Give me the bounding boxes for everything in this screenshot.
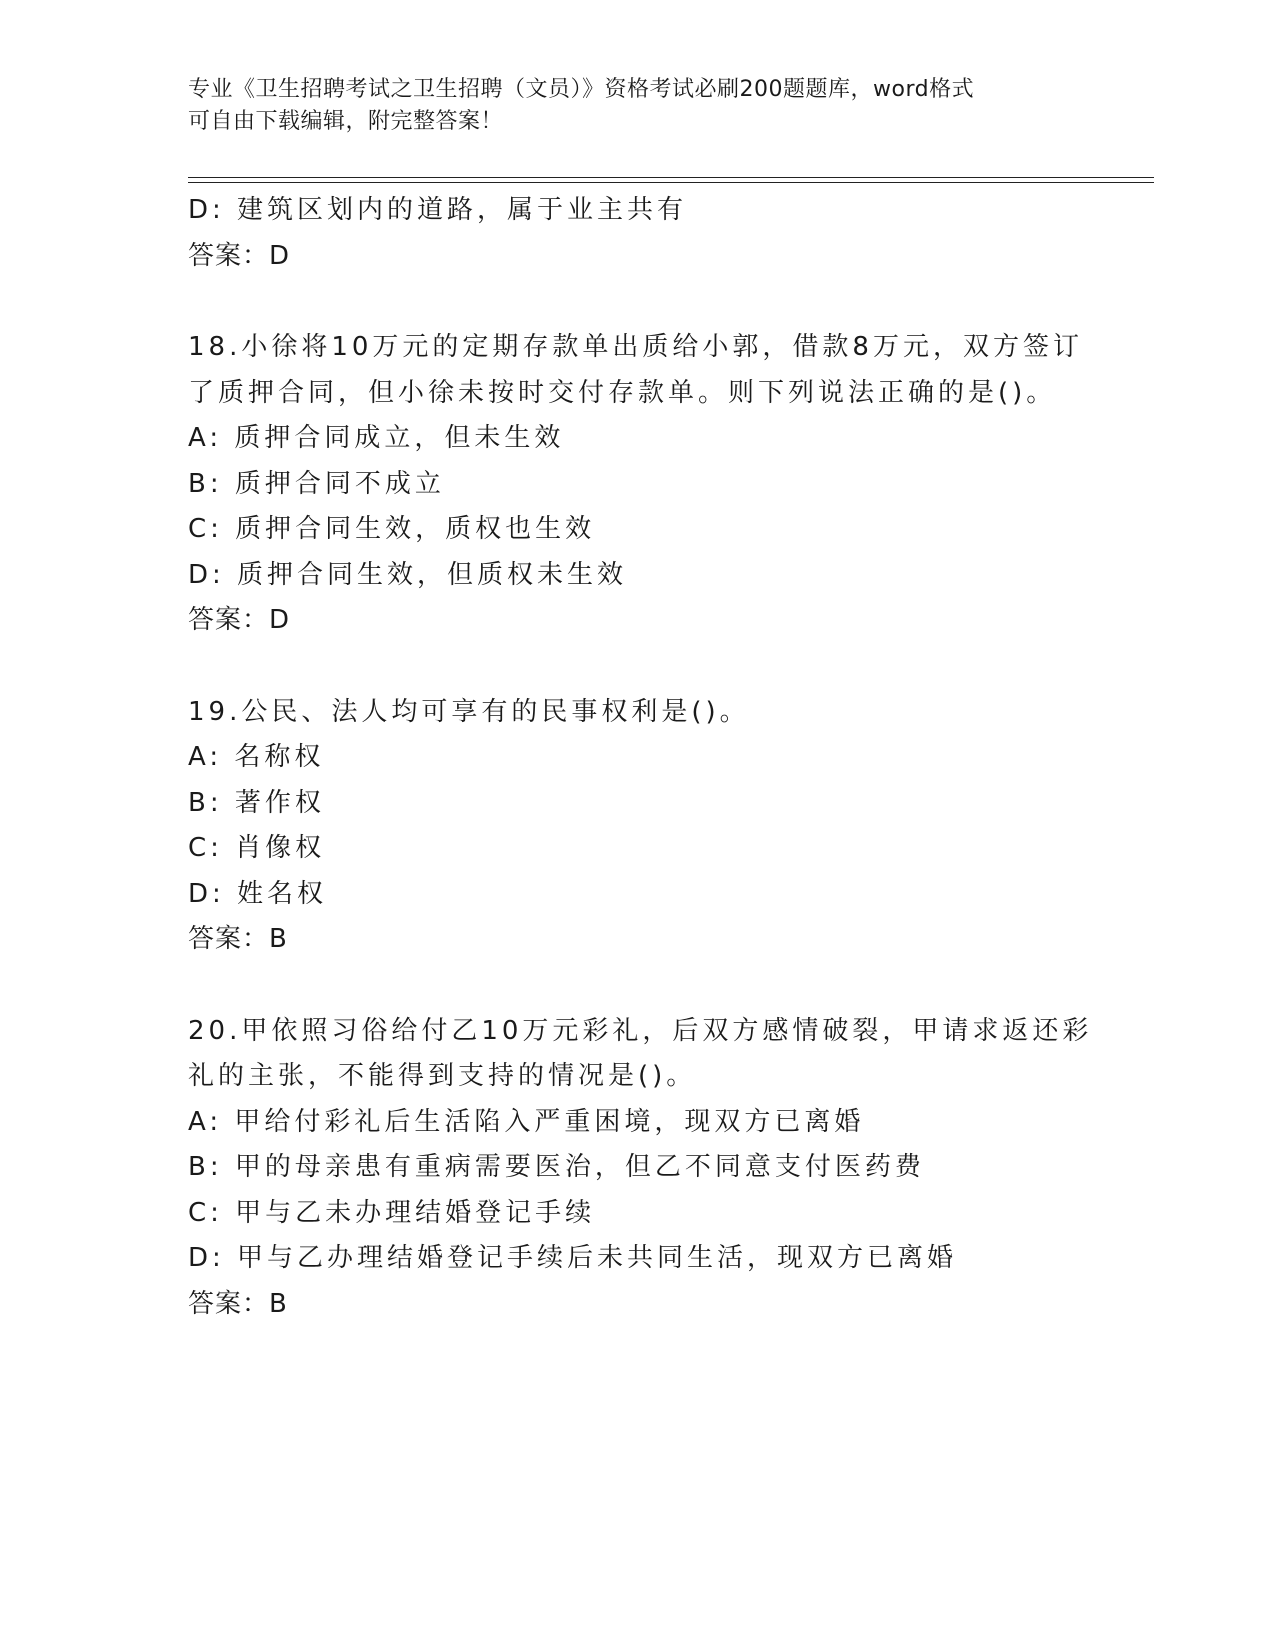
continued-question — [188, 188, 1088, 279]
answer-line: 答案：D — [188, 605, 291, 635]
option-d: D: 建筑区划内的道路，属于业主共有 — [188, 195, 688, 225]
spacer — [188, 963, 1088, 1009]
question-18 — [188, 325, 1088, 644]
question-stem — [188, 1009, 1093, 1100]
stem-line-1: 19.公民、法人均可享有的民事权利是()。 — [188, 696, 750, 727]
option-b: B: 质押合同不成立 — [188, 468, 445, 499]
option-d: D: 姓名权 — [188, 878, 328, 909]
option-c: C: 肖像权 — [188, 833, 326, 863]
header-rule-bottom — [188, 182, 1154, 183]
option-b: B: 甲的母亲患有重病需要医治，但乙不同意支付医药费 — [188, 1152, 925, 1182]
header-line-2: 可自由下载编辑，附完整答案！ — [188, 109, 504, 134]
option-c: C: 甲与乙未办理结婚登记手续 — [188, 1197, 596, 1228]
option-a: A: 甲给付彩礼后生活陷入严重困境，现双方已离婚 — [188, 1106, 865, 1137]
question-20 — [188, 1009, 1093, 1328]
option-b: B: 著作权 — [188, 787, 325, 818]
stem-line-2: 了质押合同，但小徐未按时交付存款单。则下列说法正确的是()。 — [188, 377, 1057, 408]
spacer — [188, 644, 1088, 690]
question-stem — [188, 690, 1088, 736]
spacer — [188, 279, 1088, 325]
option-a: A: 名称权 — [188, 742, 325, 772]
question-19 — [188, 690, 1088, 963]
document-body — [188, 188, 1093, 1327]
answer-line: 答案：D — [188, 240, 291, 271]
answer-line: 答案：B — [188, 1288, 288, 1319]
header-rule-top — [188, 177, 1154, 178]
stem-line-1: 20.甲依照习俗给付乙10万元彩礼，后双方感情破裂，甲请求返还彩 — [188, 1015, 1093, 1046]
option-d: D: 甲与乙办理结婚登记手续后未共同生活，现双方已离婚 — [188, 1243, 958, 1273]
option-c: C: 质押合同生效，质权也生效 — [188, 514, 596, 544]
option-d: D: 质押合同生效，但质权未生效 — [188, 559, 628, 590]
page-header — [188, 74, 1068, 138]
answer-line: 答案：B — [188, 924, 288, 954]
header-line-1: 专业《卫生招聘考试之卫生招聘（文员）》资格考试必刷200题题库，word格式 — [188, 77, 975, 102]
option-a: A: 质押合同成立，但未生效 — [188, 423, 565, 453]
stem-line-2: 礼的主张，不能得到支持的情况是()。 — [188, 1061, 697, 1091]
stem-line-1: 18.小徐将10万元的定期存款单出质给小郭，借款8万元，双方签订 — [188, 332, 1083, 362]
question-stem — [188, 325, 1088, 416]
